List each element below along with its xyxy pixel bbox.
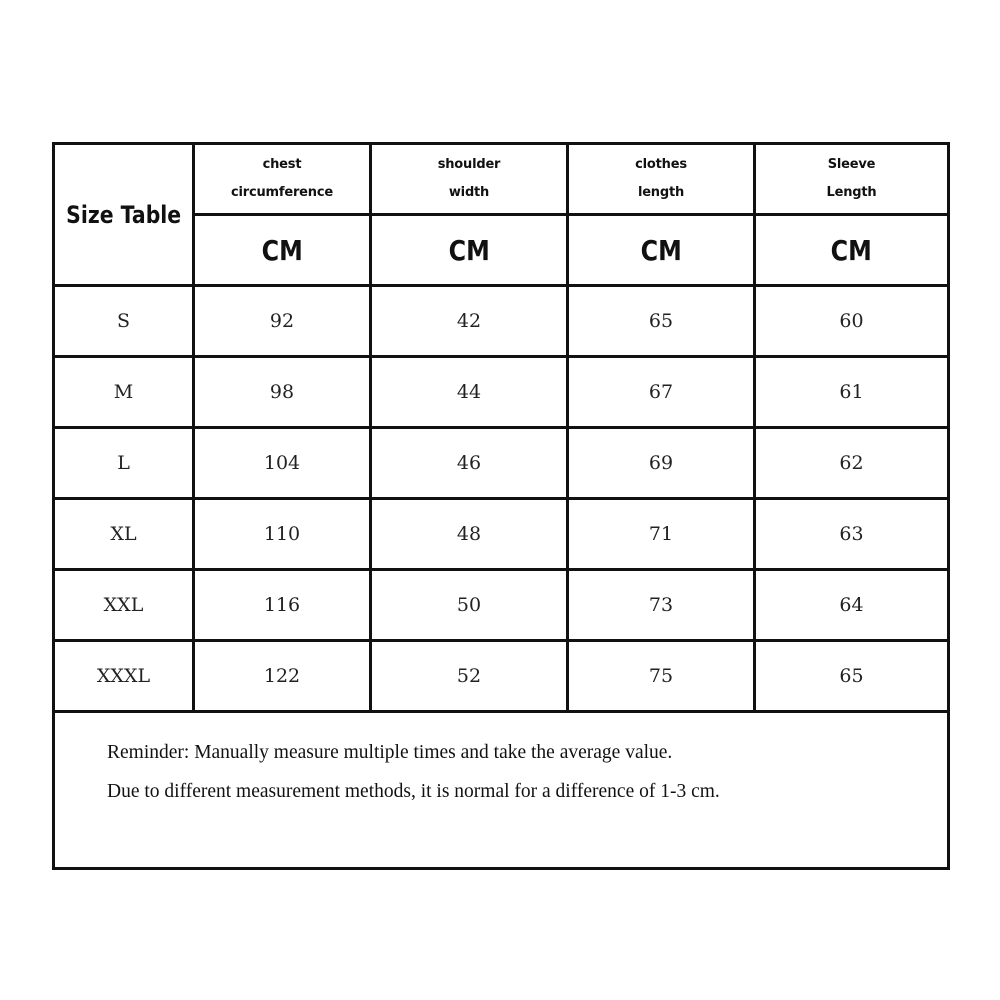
shoulder-value: 48	[371, 499, 568, 570]
clothes-length-value: 67	[568, 357, 755, 428]
column-header-sleeve-length	[755, 144, 949, 215]
sleeve-length-value: 61	[755, 357, 949, 428]
reminder-note: Reminder: Manually measure multiple times and take the average value.	[107, 742, 673, 763]
shoulder-value: 42	[371, 286, 568, 357]
size-cell: XL	[54, 499, 194, 570]
notes-row	[54, 712, 949, 869]
unit-label: CM	[448, 233, 490, 267]
size-table	[52, 142, 950, 870]
unit-cell	[371, 215, 568, 286]
chest-value: 110	[194, 499, 371, 570]
table-row	[54, 641, 949, 712]
table-row	[54, 286, 949, 357]
header-label-row	[54, 144, 949, 215]
column-header-clothes-length	[568, 144, 755, 215]
column-header-line2: circumference	[231, 185, 333, 200]
column-header-line2: width	[448, 185, 490, 200]
chest-value: 122	[194, 641, 371, 712]
table-title: Size Table	[66, 200, 181, 229]
column-header-line2: length	[637, 185, 685, 200]
sleeve-length-value: 62	[755, 428, 949, 499]
table-row	[54, 428, 949, 499]
size-cell: M	[54, 357, 194, 428]
sleeve-length-value: 65	[755, 641, 949, 712]
unit-cell	[755, 215, 949, 286]
notes-cell	[54, 712, 949, 869]
sleeve-length-value: 63	[755, 499, 949, 570]
shoulder-value: 46	[371, 428, 568, 499]
shoulder-value: 50	[371, 570, 568, 641]
column-header-line2: Length	[826, 185, 877, 200]
column-header-chest	[194, 144, 371, 215]
column-header-line1: clothes	[635, 157, 687, 172]
chest-value: 116	[194, 570, 371, 641]
table-row	[54, 357, 949, 428]
unit-label: CM	[830, 233, 873, 267]
chest-value: 92	[194, 286, 371, 357]
chest-value: 98	[194, 357, 371, 428]
clothes-length-value: 71	[568, 499, 755, 570]
sleeve-length-value: 60	[755, 286, 949, 357]
unit-cell	[194, 215, 371, 286]
shoulder-value: 44	[371, 357, 568, 428]
shoulder-value: 52	[371, 641, 568, 712]
column-header-shoulder	[371, 144, 568, 215]
unit-cell	[568, 215, 755, 286]
size-cell: S	[54, 286, 194, 357]
chest-value: 104	[194, 428, 371, 499]
column-header-line1: shoulder	[437, 157, 501, 172]
size-cell: XXL	[54, 570, 194, 641]
size-cell: XXXL	[54, 641, 194, 712]
sleeve-length-value: 64	[755, 570, 949, 641]
table-row	[54, 499, 949, 570]
size-cell: L	[54, 428, 194, 499]
clothes-length-value: 73	[568, 570, 755, 641]
clothes-length-value: 75	[568, 641, 755, 712]
clothes-length-value: 69	[568, 428, 755, 499]
column-header-line1: Sleeve	[827, 157, 876, 172]
measurement-note: Due to different measurement methods, it is normal for a difference of 1-3 cm.	[107, 781, 720, 802]
table-row	[54, 570, 949, 641]
table-title-cell	[54, 144, 194, 286]
unit-label: CM	[640, 233, 682, 267]
unit-label: CM	[261, 233, 303, 267]
clothes-length-value: 65	[568, 286, 755, 357]
column-header-line1: chest	[262, 157, 302, 172]
